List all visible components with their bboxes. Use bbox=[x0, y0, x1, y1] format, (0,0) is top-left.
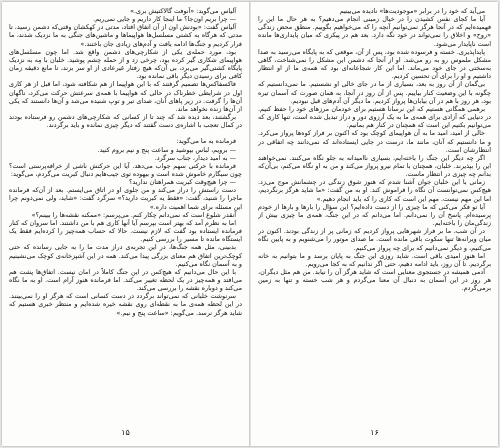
paragraph: دست راستش را دراز می‌کند و من جلوی او در اتاق می‌ایستم. بعد از آن‌که فرمانده ماجرا را شنید، گفت: «فقط یه کبریت دارید؟» سرگرد گفت: «شاید، ولی نمی‌دونم چرا این مسئله برای شما اهمیت داره.» bbox=[9, 186, 242, 211]
paragraph: سرنوشت خلبانی که نمی‌تواند برگردد در دست کسانی است که هرگز او را نمی‌بینند. در این لحظه همه‌ی ما به نقطه‌ای روی نقشه خیره شده‌ایم و منتظر خبری هستیم که شاید هرگز نرسد. می‌گویم: «ساعت پنج و نیم.» bbox=[9, 292, 242, 317]
paragraph: آنقدر شلوغ است که نمی‌دانم چکار کنم. می‌پرسم: «ممکنه نقشه‌ها را ببینم؟» bbox=[31, 210, 236, 219]
paragraph: برهمی همگانی هستیم که این نرسانا هستیم برای خودمان مرزهای خود را حفظ کنیم. در دنیایی که آزادی برای همه‌ی ما به یک آرزوی دور و دراز تبدیل شده است، تنها کاری که می‌توانیم بکنیم این است که همچنان در کنار هم بمانیم. bbox=[258, 104, 491, 130]
paragraph: فرمانده به ما می‌گوید: bbox=[176, 137, 236, 146]
paragraph: — به امید دیدار، جناب سرگرد. bbox=[154, 153, 236, 162]
paragraph: آلیاس می‌گوید: «آنوفت گالاکتیش بری.» bbox=[130, 7, 236, 15]
paragraph: با این حال می‌دانیم که هیچ‌کس در این جنگ کاملاً در امان نیست. اتفاق‌ها پشت هم می‌افتد و همه‌چیز در یک لحظه تغییر می‌کند. اما فرمانده هنوز آرام است. او به ما نگاه می‌کند و دوباره نقشه را بررسی می‌کند. bbox=[9, 267, 242, 293]
paragraph: بی‌گمان از آن روز به بعد، بسیاری از ما در جای خالی او نشستیم. ما نمی‌دانستیم که چگونه با این وضعیت کنار بیاییم. پس از آن روز در آنجا، به همان صورت که آسمان تیره بود، هر روز با هم در آن بیابان‌ها پرواز کردیم. ما دیگر آن آدم‌های قبل نبودیم. bbox=[258, 80, 491, 105]
page-number: ۱۶ bbox=[370, 428, 379, 437]
paragraph: بدبینی، مثل همه جنگ‌ها، در این تجربه‌ی دراز مدت ما را به جایی رسانده که حتی کوچک‌ترین اتفاق هم معنای بزرگی پیدا می‌کند. همه در این آشپزخانه‌ی کوچک می‌نشینیم و به آسمان نگاه می‌کنیم. bbox=[9, 243, 242, 268]
book-spread bbox=[2, 2, 498, 446]
left-page bbox=[2, 2, 250, 446]
paragraph: — برویم، لباس بپوشید و ساعت پنج و نیم بروم کنید. bbox=[97, 145, 236, 154]
paragraph: آیا ما کجای نفس کشیدن را در خیال زمینی انجام می‌دهیم؟ به هر حال ما این را فهمیده‌ایم که در آنجا هرگز نمی‌توانیم آنچه را که می‌خواهیم بگوییم. منطق محض زندگی «روح» و اخلاق را نمی‌تواند در خود نگه دارد. بعد هم در پیکری که میان پایداری‌ها مانده است ناپایدار می‌شود. bbox=[258, 15, 491, 48]
page-number: ۱۵ bbox=[121, 428, 130, 437]
paragraph: — چرا بریم اون‌جا؟ ما اینجا کار داریم و جایی نمی‌ریم. bbox=[93, 15, 236, 24]
right-page-text bbox=[258, 7, 491, 416]
paragraph: پایداپذیری. خسته و فرسوده شده بود، پس از آن، موقعی که به پایگاه می‌رسید به صدا مشکل ملموس رو به رو می‌شد. او از آنجا که دشمن این مشکل را نمی‌شناخت، گاهی به‌سختی در جای خود می‌ماند. اما این کار شجاعانه‌ای بود که همه‌ی ما از او انتظار داشتیم و او را برای آن تحسین کردیم. bbox=[258, 47, 491, 81]
paragraph: فرمانده با حرکتی سهم جواب می‌دهد. آیا این حرکتش ناشی از خرافه‌پرستی است؟ چون سیگارم خاموش شده است و بیهوده توی جیب‌هایم دنبال کبریت می‌گردم، می‌گوید: bbox=[9, 161, 242, 178]
paragraph: فاکسفاکس‌ها تصمیم گرفتند که با این هواپیما از هم شکافته شود، اما قبل از هر کاری اول در شرایطی خطرناک در حالی که هواپیما با همه‌ی سرعتش حرکت می‌کرد، ناگهان آن‌ها را گرفت. در زیر پاهای آنان، صدای تیر و توپ شنیده می‌شد و آن‌ها دانستند که یکی از آن‌ها زنده نخواهد ماند. bbox=[9, 80, 242, 113]
paragraph: اما هنوز امیدی باقی است. شاید روزی این جنگ به پایان برسد و ما بتوانیم به خانه برگردیم. تا آن روز، باید ادامه دهیم، حتی اگر ندانیم که به کجا می‌رویم. bbox=[258, 251, 491, 268]
paragraph: بود، مورد حمله‌ی یکی از شکارچی‌های دشمن واقع شد. اما چون مسلسل‌های هواپیمای شکاری گیر کرده بود، چرخی زد و از حمله چشم پوشید. خلبان با مِه به نزدیک پایگاه کشتی‌گیر می‌برد، بی آن‌که هیچ رفتار غیرعادی از او سر بزند، تا مانع دقیقه زمان کافی برای رسیدن دیگر باقی نمانده بود. bbox=[9, 47, 242, 81]
paragraph: اما به نظرم آمد که بهتر است بپرسم آیا آنها کاری هم با من داشتند. اما سروان که کنار فرمانده ایستاده بود گفت که لازم نیست. حالا که حساب همه‌چیز را کرده‌ایم فقط یک ایستگاه مانده تا مسیر را بررسی کنیم. bbox=[9, 218, 242, 244]
paragraph: زمانی با این خلبان جوان آشنا شدم که هنوز شوق زندگی در چشمانش موج می‌زد. هیچ‌کس نمی‌توانست آن نگاه را فراموش کند. او به من گفت: «ما شاید هرگز برنگردیم، اما این مهم نیست. مهم این است که کاری را که باید انجام دهیم.» bbox=[258, 178, 491, 203]
paragraph: خالی از امید، امید ما به آن هواپیمای کوچک بود که اکنون بر فراز کوه‌ها پرواز می‌کرد. و ما دانستیم که آنان، مانند ما، درست در جایی ایستاده‌اند که نمی‌دانند چه اتفاقی در انتظارشان است. bbox=[258, 129, 491, 154]
paragraph: برگشتند، بعد دیده شد که چند تا از کسانی که شکارچی‌های دشمن رو فرستاده بودند در کمال تعجب با اشاره‌ی دست گفتند که دیگر چیزی نمانده و باید برگردند. bbox=[9, 113, 242, 130]
paragraph: آدمی همیشه در جستجوی معنایی است که شاید هرگز آن را نیابد. من هم مثل دیگران، هر روز در این آسمان به دنبال آن معنا می‌گردم و هر شب خسته و تنها به زمین برمی‌گردم. bbox=[258, 268, 491, 293]
right-page bbox=[250, 2, 498, 446]
left-page-text bbox=[9, 7, 242, 416]
paragraph: آلیاس گفت: «بودنش اون از آن اتفاق افتاد، مدتی در کهکشان وقتی‌که دشمن رسید، تا مدتی که هرگاه به کشتی مسلسل‌ها هواپیماها و ماشین‌های جنگی به ما نزدیک شدند، ما فرار کردیم و جنگ‌ها ادامه یافت و آدم‌های زیادی جان باختند.» bbox=[9, 23, 242, 48]
paragraph: اگر چه دیگر این جنگ را باخته‌ایم، بسیاری ناامیدانه به جلو نگاه می‌کنند. نمی‌خواهند این را بپذیرند. خلبان، همچنان با تمام نیرو پرواز می‌کند و من به او نگاه می‌کنم، بی‌آن‌که بدانم چه چیزی در انتظار ماست. bbox=[258, 153, 491, 179]
paragraph: — چرا هیچ‌وقت کبریت همراهتان ندارید؟ bbox=[128, 178, 236, 187]
paragraph: آیا تو فکر می‌کنی که ما چیزی را از دست داده‌ایم؟ این سؤال را بارها و بارها از خودم پرسیده‌ام. پاسخ آن را نمی‌دانم. اما می‌دانم که در این جنگ، همه‌ی ما چیزی بیش از زندگی‌مان را باخته‌ایم. bbox=[258, 202, 491, 228]
paragraph: در آن شب، ما بر فراز شهرهایی پرواز کردیم که زمانی پر از زندگی بودند. اکنون در میان ویرانه‌ها تنها سکوت باقی مانده است. ما صدای موتور را می‌شنویم و به پایین نگاه می‌کنیم، و دیگر نمی‌دانیم که برای چه پرواز می‌کنیم. bbox=[258, 227, 491, 252]
paragraph: می‌آید که خود را در برابر «موجودیت‌ها» نادیده می‌بینیم bbox=[339, 7, 485, 15]
